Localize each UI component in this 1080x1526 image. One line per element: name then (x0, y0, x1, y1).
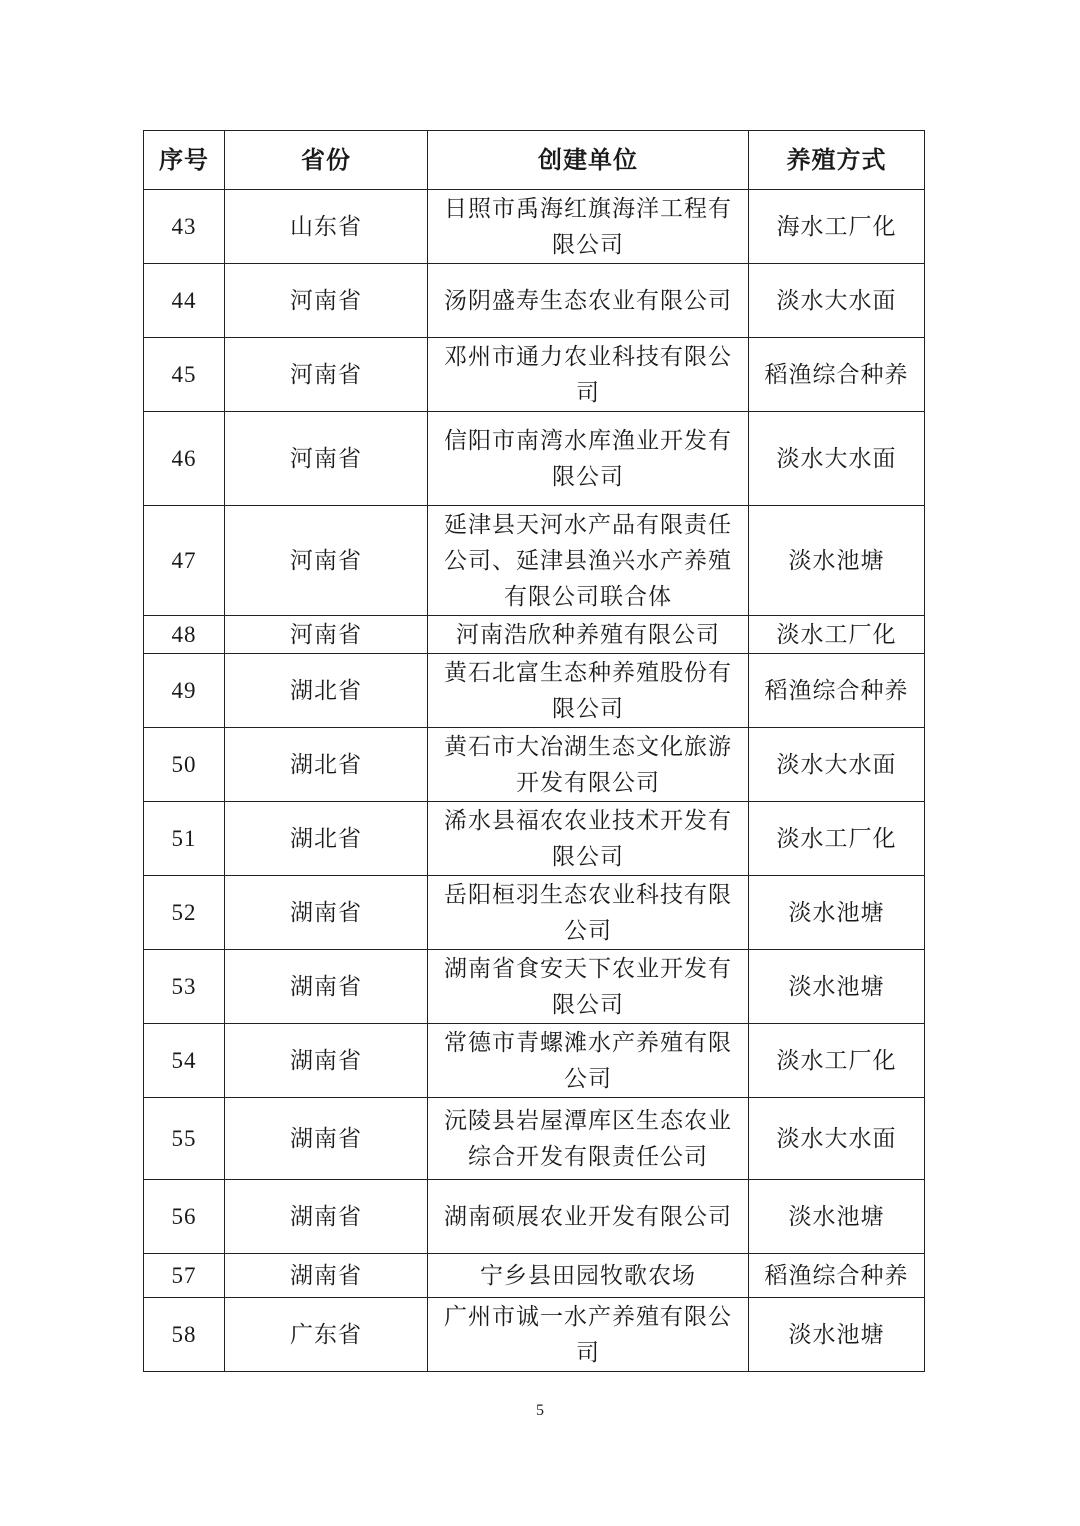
cell-mode: 淡水工厂化 (749, 1024, 925, 1098)
cell-province: 湖南省 (225, 1098, 428, 1180)
cell-seq: 44 (144, 264, 225, 338)
table-row (144, 190, 925, 264)
cell-seq: 56 (144, 1180, 225, 1254)
page-number: 5 (536, 1402, 544, 1419)
table-row (144, 1298, 925, 1372)
cell-mode: 淡水大水面 (749, 728, 925, 802)
cell-mode: 淡水大水面 (749, 264, 925, 338)
cell-unit: 岳阳桓羽生态农业科技有限公司 (428, 876, 749, 950)
cell-mode: 淡水工厂化 (749, 802, 925, 876)
cell-mode: 淡水大水面 (749, 1098, 925, 1180)
cell-mode: 稻渔综合种养 (749, 1254, 925, 1298)
cell-seq: 50 (144, 728, 225, 802)
table-row (144, 412, 925, 506)
cell-province: 湖南省 (225, 1254, 428, 1298)
cell-seq: 53 (144, 950, 225, 1024)
table-row (144, 1024, 925, 1098)
header-row (144, 131, 925, 190)
cell-unit: 汤阴盛寿生态农业有限公司 (428, 264, 749, 338)
cell-province: 湖北省 (225, 802, 428, 876)
cell-seq: 52 (144, 876, 225, 950)
cell-seq: 43 (144, 190, 225, 264)
table-row (144, 616, 925, 654)
cell-unit: 常德市青螺滩水产养殖有限公司 (428, 1024, 749, 1098)
cell-province: 河南省 (225, 616, 428, 654)
cell-province: 湖南省 (225, 950, 428, 1024)
cell-unit: 宁乡县田园牧歌农场 (428, 1254, 749, 1298)
cell-province: 湖北省 (225, 654, 428, 728)
cell-unit: 湖南硕展农业开发有限公司 (428, 1180, 749, 1254)
cell-province: 河南省 (225, 412, 428, 506)
cell-mode: 淡水池塘 (749, 876, 925, 950)
cell-mode: 稻渔综合种养 (749, 654, 925, 728)
cell-seq: 51 (144, 802, 225, 876)
cell-province: 河南省 (225, 264, 428, 338)
header-seq: 序号 (144, 131, 225, 190)
table-row (144, 876, 925, 950)
cell-unit: 河南浩欣种养殖有限公司 (428, 616, 749, 654)
table-row (144, 338, 925, 412)
cell-province: 湖南省 (225, 1180, 428, 1254)
cell-seq: 48 (144, 616, 225, 654)
table-body (144, 190, 925, 1372)
table-row (144, 1180, 925, 1254)
cell-seq: 45 (144, 338, 225, 412)
cell-mode: 淡水池塘 (749, 950, 925, 1024)
table-header (144, 131, 925, 190)
cell-seq: 58 (144, 1298, 225, 1372)
cell-seq: 49 (144, 654, 225, 728)
cell-mode: 淡水池塘 (749, 1180, 925, 1254)
cell-unit: 延津县天河水产品有限责任公司、延津县渔兴水产养殖有限公司联合体 (428, 506, 749, 616)
cell-unit: 黄石市大冶湖生态文化旅游开发有限公司 (428, 728, 749, 802)
cell-mode: 淡水工厂化 (749, 616, 925, 654)
table-row (144, 506, 925, 616)
cell-unit: 日照市禹海红旗海洋工程有限公司 (428, 190, 749, 264)
table-row (144, 654, 925, 728)
cell-province: 湖南省 (225, 1024, 428, 1098)
cell-mode: 海水工厂化 (749, 190, 925, 264)
cell-mode: 淡水池塘 (749, 1298, 925, 1372)
header-unit: 创建单位 (428, 131, 749, 190)
cell-mode: 稻渔综合种养 (749, 338, 925, 412)
header-province: 省份 (225, 131, 428, 190)
cell-province: 湖南省 (225, 876, 428, 950)
cell-seq: 55 (144, 1098, 225, 1180)
cell-mode: 淡水池塘 (749, 506, 925, 616)
demo-farm-table (143, 130, 925, 1372)
table-row (144, 264, 925, 338)
cell-province: 河南省 (225, 338, 428, 412)
cell-unit: 信阳市南湾水库渔业开发有限公司 (428, 412, 749, 506)
cell-province: 山东省 (225, 190, 428, 264)
cell-unit: 黄石北富生态种养殖股份有限公司 (428, 654, 749, 728)
table-row (144, 1098, 925, 1180)
cell-unit: 浠水县福农农业技术开发有限公司 (428, 802, 749, 876)
cell-mode: 淡水大水面 (749, 412, 925, 506)
cell-unit: 邓州市通力农业科技有限公司 (428, 338, 749, 412)
table-row (144, 1254, 925, 1298)
cell-seq: 57 (144, 1254, 225, 1298)
header-mode: 养殖方式 (749, 131, 925, 190)
cell-unit: 沅陵县岩屋潭库区生态农业综合开发有限责任公司 (428, 1098, 749, 1180)
table-row (144, 950, 925, 1024)
cell-province: 河南省 (225, 506, 428, 616)
cell-unit: 湖南省食安天下农业开发有限公司 (428, 950, 749, 1024)
table-row (144, 802, 925, 876)
cell-seq: 47 (144, 506, 225, 616)
cell-seq: 46 (144, 412, 225, 506)
table-row (144, 728, 925, 802)
cell-unit: 广州市诚一水产养殖有限公司 (428, 1298, 749, 1372)
cell-seq: 54 (144, 1024, 225, 1098)
cell-province: 湖北省 (225, 728, 428, 802)
cell-province: 广东省 (225, 1298, 428, 1372)
